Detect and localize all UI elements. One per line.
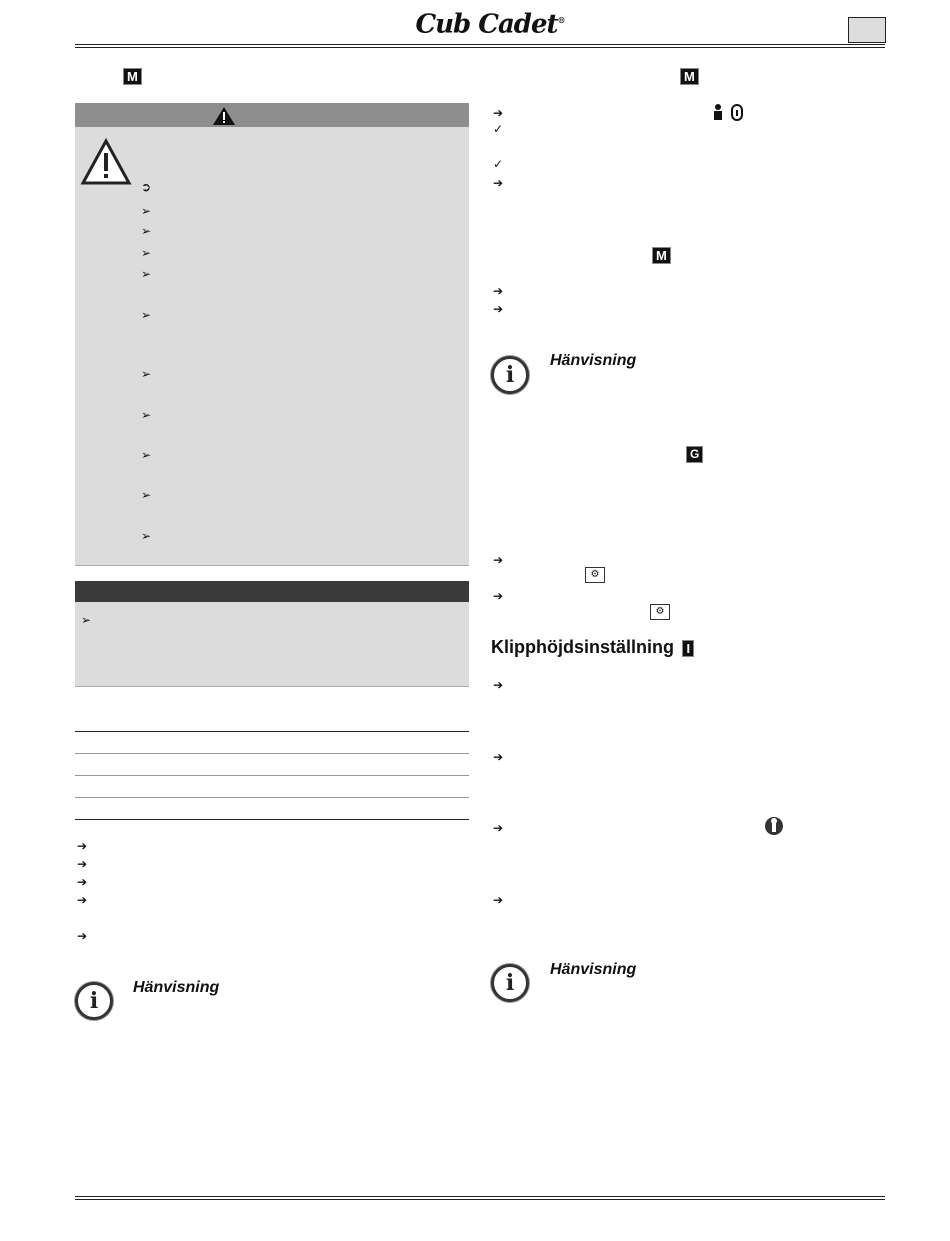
bullet-icon: ➢ <box>141 529 152 543</box>
arrow-right-icon: ➔ <box>493 678 504 692</box>
arrow-right-icon: ➔ <box>77 929 88 943</box>
page-number-box <box>848 17 886 43</box>
arrow-right-icon: ➔ <box>493 553 504 567</box>
arrow-right-icon: ➔ <box>493 302 504 316</box>
bullet-icon: ➢ <box>141 267 152 281</box>
arrow-right-icon: ➔ <box>77 893 88 907</box>
footer-rule <box>75 1196 885 1197</box>
arrow-right-icon: ➔ <box>493 106 504 120</box>
child-lock-icon <box>711 103 745 121</box>
arrow-right-icon: ➔ <box>77 839 88 853</box>
table-row-rule <box>75 753 469 754</box>
gear-icon: ⚙ <box>585 567 605 583</box>
arrow-right-icon: ➔ <box>493 750 504 764</box>
bullet-icon: ➢ <box>81 613 92 627</box>
arrow-right-icon: ➔ <box>493 893 504 907</box>
figure-badge-i: I <box>682 640 694 657</box>
bullet-icon: ➢ <box>141 246 152 260</box>
warning-header <box>75 103 469 127</box>
note-title: Hänvisning <box>133 979 220 996</box>
wrench-icon <box>764 816 784 836</box>
arrow-right-icon: ➔ <box>493 176 504 190</box>
arrow-right-icon: ➔ <box>493 821 504 835</box>
figure-badge-m-right: M <box>680 68 699 85</box>
check-icon: ✓ <box>493 157 504 171</box>
header-rule <box>75 44 885 45</box>
arrow-right-icon: ➔ <box>77 857 88 871</box>
info-icon: i <box>75 982 113 1020</box>
figure-badge-m-left: M <box>123 68 142 85</box>
warning-triangle-icon <box>80 138 132 186</box>
note-header <box>75 581 469 602</box>
brand-mark: ® <box>557 15 565 25</box>
pointer-arrow-icon: ➲ <box>141 180 152 194</box>
gear-icon: ⚙ <box>650 604 670 620</box>
figure-badge-g: G <box>686 446 703 463</box>
bullet-icon: ➢ <box>141 488 152 502</box>
table-top-rule <box>75 731 469 732</box>
footer-rule-2 <box>75 1199 885 1200</box>
arrow-right-icon: ➔ <box>493 589 504 603</box>
check-icon: ✓ <box>493 122 504 136</box>
table-bottom-rule <box>75 819 469 820</box>
bullet-icon: ➢ <box>141 308 152 322</box>
warning-panel <box>75 103 469 566</box>
arrow-right-icon: ➔ <box>77 875 88 889</box>
header-rule-2 <box>75 47 885 48</box>
figure-badge-m-mid: M <box>652 247 671 264</box>
warning-small-icon <box>212 106 236 126</box>
table-row-rule <box>75 797 469 798</box>
section-heading-text: Klipphöjdsinställning <box>491 637 674 657</box>
bullet-icon: ➢ <box>141 448 152 462</box>
brand-name: Cub Cadet <box>415 9 558 40</box>
arrow-right-icon: ➔ <box>493 284 504 298</box>
info-icon: i <box>491 964 529 1002</box>
brand-logo <box>405 4 575 40</box>
note-title: Hänvisning <box>550 961 637 978</box>
bullet-icon: ➢ <box>141 367 152 381</box>
note-title: Hänvisning <box>550 352 637 369</box>
bullet-icon: ➢ <box>141 204 152 218</box>
section-heading <box>491 637 694 658</box>
info-icon: i <box>491 356 529 394</box>
bullet-icon: ➢ <box>141 408 152 422</box>
bullet-icon: ➢ <box>141 224 152 238</box>
table-row-rule <box>75 775 469 776</box>
